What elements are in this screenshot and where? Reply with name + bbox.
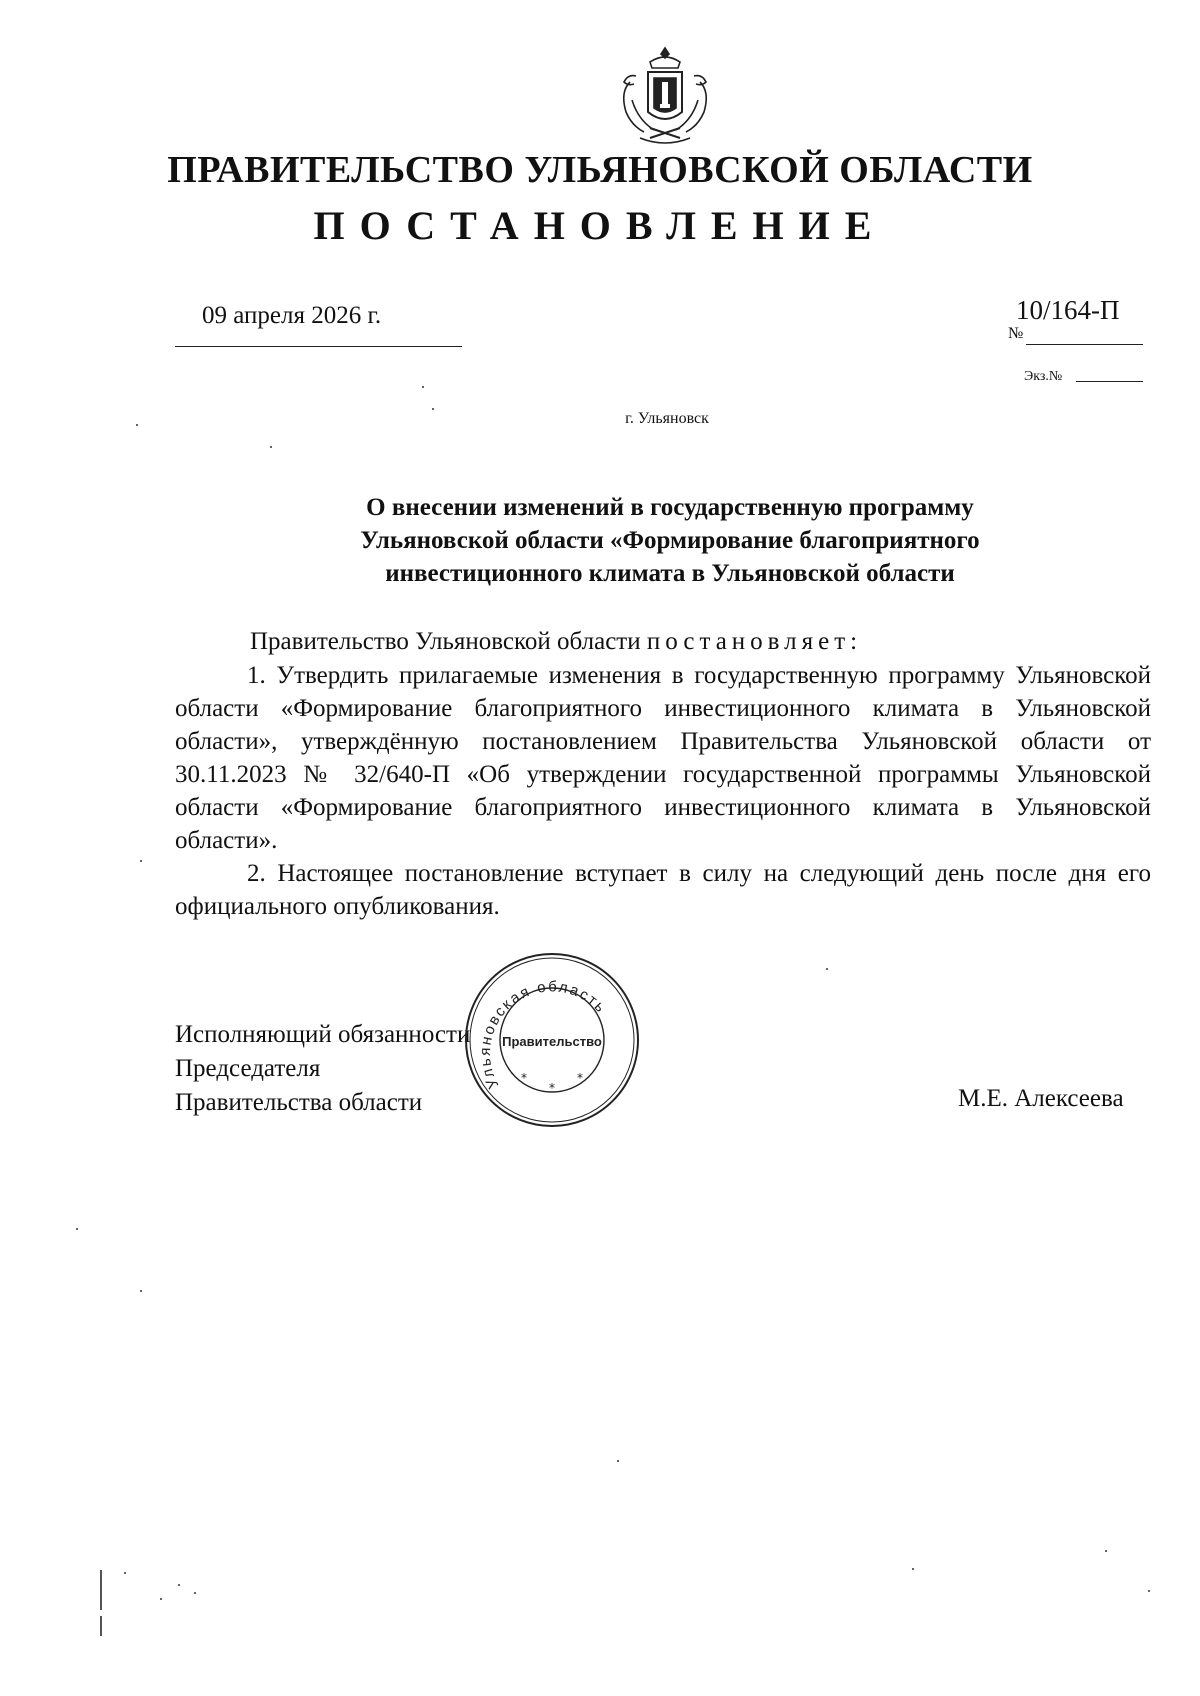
seal-star-icon: *	[549, 1081, 555, 1095]
scan-speck	[912, 1568, 914, 1570]
signatory-title-line: Председателя	[175, 1055, 321, 1082]
scan-speck	[826, 968, 828, 970]
signatory-title-line: Правительства области	[175, 1089, 423, 1116]
number-underline	[1026, 344, 1143, 345]
preamble	[250, 628, 862, 656]
signatory-title	[175, 1018, 470, 1120]
scan-speck	[422, 386, 424, 388]
subject-line: инвестиционного климата в Ульяновской области	[385, 560, 955, 587]
scan-speck	[136, 424, 138, 426]
scan-speck	[160, 1598, 162, 1600]
scan-speck	[617, 1460, 619, 1462]
seal-star-icon: *	[577, 1071, 583, 1085]
coat-of-arms-icon	[610, 42, 720, 152]
city: г. Ульяновск	[625, 410, 709, 427]
scan-speck	[432, 408, 434, 410]
subject-line: О внесении изменений в государственную программу	[366, 494, 974, 521]
scan-speck	[76, 1228, 78, 1230]
scan-mark	[100, 1616, 102, 1636]
scan-speck	[140, 1290, 142, 1292]
signatory-title-line: Исполняющий обязанности	[175, 1021, 471, 1048]
seal-star-icon: *	[521, 1071, 527, 1085]
seal-center-text: Правительство	[502, 1034, 602, 1049]
scan-mark	[100, 1570, 102, 1610]
scan-speck	[1148, 1590, 1150, 1592]
number-label: №	[1008, 325, 1024, 342]
scan-speck	[140, 860, 142, 862]
scan-speck	[124, 1572, 126, 1574]
document-subject	[290, 491, 1050, 590]
copy-number-label: Экз.№	[1024, 369, 1063, 384]
copy-number-underline	[1076, 381, 1143, 382]
date-underline	[175, 346, 462, 347]
seal-ring-text: Ульяновская область	[476, 978, 610, 1092]
signer-name: М.Е. Алексеева	[958, 1085, 1124, 1112]
document-date: 09 апреля 2026 г.	[202, 302, 382, 329]
government-name: ПРАВИТЕЛЬСТВО УЛЬЯНОВСКОЙ ОБЛАСТИ	[167, 149, 1033, 191]
document-number: 10/164-П	[1016, 295, 1120, 325]
scan-speck	[1105, 1550, 1107, 1552]
official-seal	[462, 950, 642, 1130]
subject-line: Ульяновской области «Формирование благоприятного	[360, 527, 980, 554]
paragraph-1: 1. Утвердить прилагаемые изменения в государственную программу Ульяновской области «Формирование благоприятного инвестиционного климата в Ульяновской области», утверждённую постановлением Правительства Ульяновской области от 30.11.2023 № 32/640-П «Об утверждении государственной программы Ульяновской области «Формирование благоприятного инвестиционного климата в Ульяновской области».	[175, 662, 1151, 854]
scan-speck	[270, 446, 272, 448]
document-type: ПОСТАНОВЛЕНИЕ	[313, 203, 887, 248]
paragraph-2: 2. Настоящее постановление вступает в силу на следующий день после дня его официального опубликования.	[175, 860, 1151, 920]
scan-speck	[178, 1584, 180, 1586]
preamble-text: Правительство Ульяновской области	[250, 628, 641, 655]
preamble-resolves: постановляет:	[646, 628, 863, 655]
scan-speck	[194, 1592, 196, 1594]
